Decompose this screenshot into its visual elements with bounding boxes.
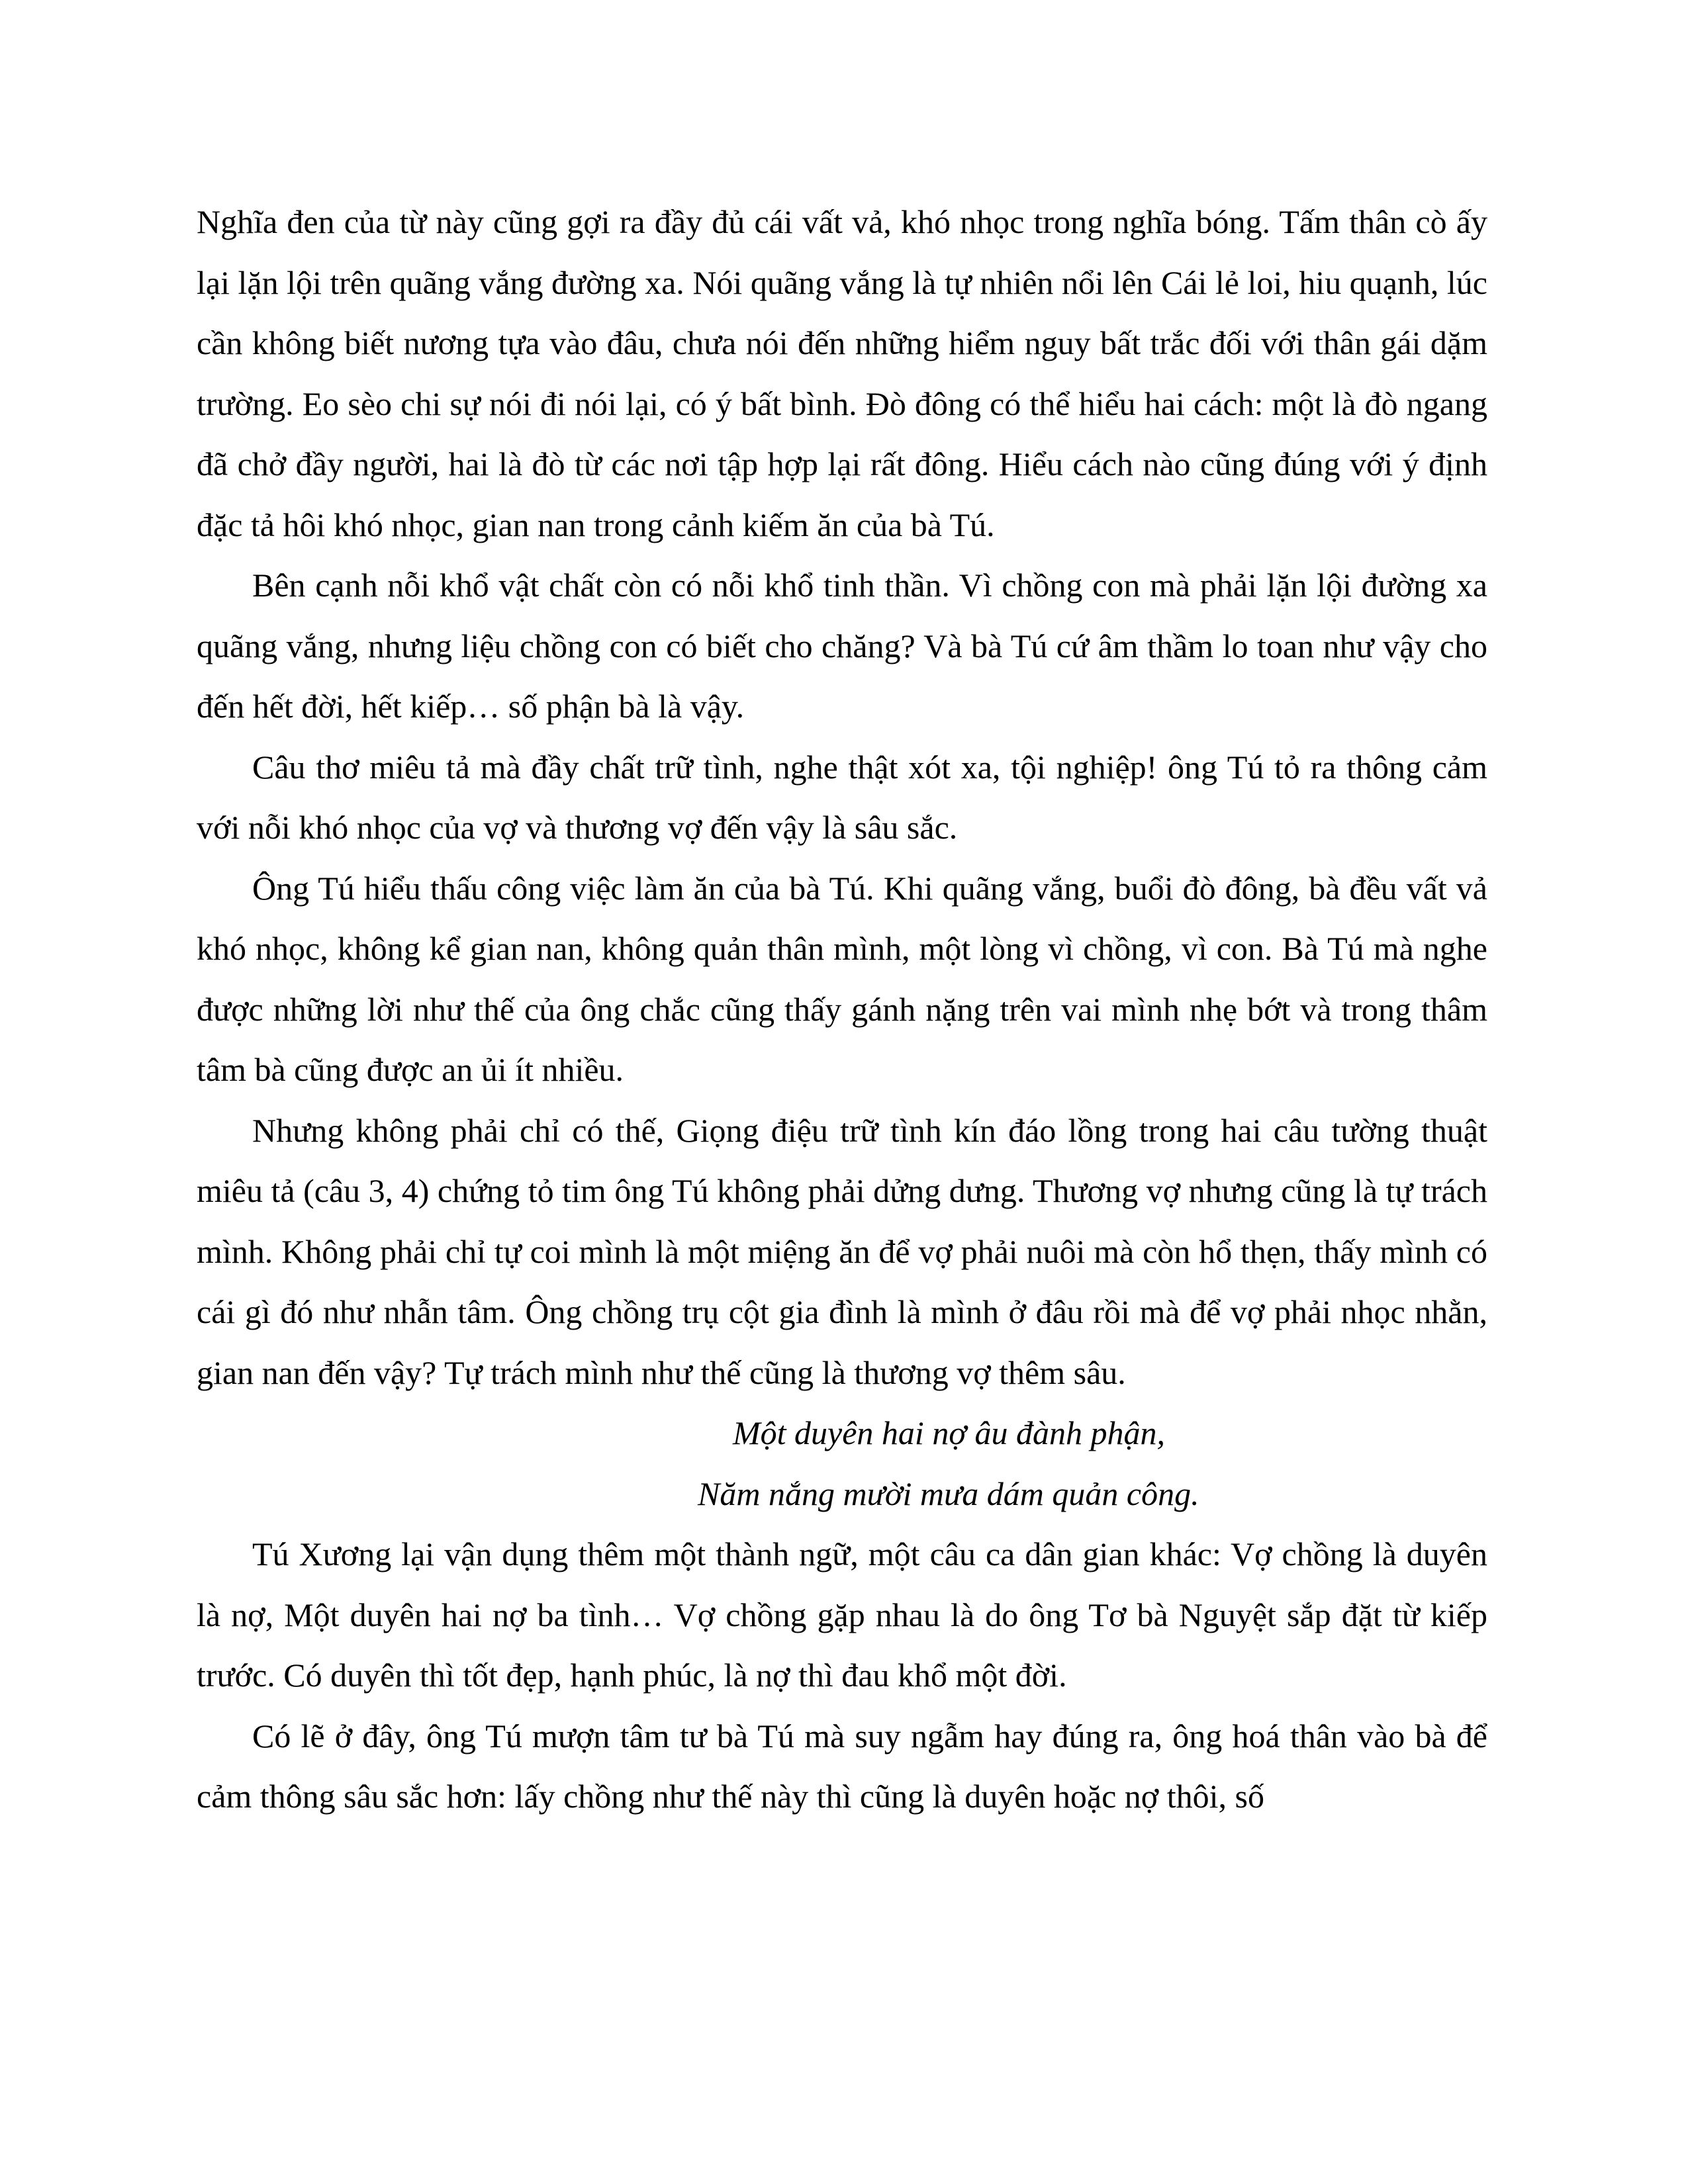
paragraph-3: Câu thơ miêu tả mà đầy chất trữ tình, nghe thật xót xa, tội nghiệp! ông Tú tỏ ra thông cảm với nỗi khó nhọc của vợ và thương vợ đến vậy là sâu sắc. bbox=[197, 748, 1487, 846]
poem-line-2: Năm nắng mười mưa dám quản công. bbox=[698, 1475, 1199, 1512]
paragraph-5: Nhưng không phải chỉ có thế, Giọng điệu trữ tình kín đáo lồng trong hai câu tường thuật miêu tả (câu 3, 4) chứng tỏ tim ông Tú không phải dửng dưng. Thương vợ nhưng cũng là tự trách mình. Không phải chỉ tự coi mình là một miệng ăn để vợ phải nuôi mà còn hổ thẹn, thấy mình có cái gì đó như nhẫn tâm. Ông chồng trụ cột gia đình là mình ở đâu rồi mà để vợ phải nhọc nhằn, gian nan đến vậy? Tự trách mình như thế cũng là thương vợ thêm sâu. bbox=[197, 1111, 1487, 1391]
document-page bbox=[197, 192, 1487, 1827]
paragraph-6: Tú Xương lại vận dụng thêm một thành ngữ, một câu ca dân gian khác: Vợ chồng là duyên là nợ, Một duyên hai nợ ba tình… Vợ chồng gặp nhau là do ông Tơ bà Nguyệt sắp đặt từ kiếp trước. Có duyên thì tốt đẹp, hạnh phúc, là nợ thì đau khổ một đời. bbox=[197, 1535, 1487, 1694]
paragraph-1: Nghĩa đen của từ này cũng gợi ra đầy đủ cái vất vả, khó nhọc trong nghĩa bóng. Tấm thân cò ấy lại lặn lội trên quãng vắng đường xa. Nói quãng vắng là tự nhiên nổi lên Cái lẻ loi, hiu quạnh, lúc cần không biết nương tựa vào đâu, chưa nói đến những hiểm nguy bất trắc đối với thân gái dặm trường. Eo sèo chi sự nói đi nói lại, có ý bất bình. Đò đông có thể hiểu hai cách: một là đò ngang đã chở đầy người, hai là đò từ các nơi tập hợp lại rất đông. Hiểu cách nào cũng đúng với ý định đặc tả hôi khó nhọc, gian nan trong cảnh kiếm ăn của bà Tú. bbox=[197, 203, 1487, 543]
paragraph-4: Ông Tú hiểu thấu công việc làm ăn của bà Tú. Khi quãng vắng, buổi đò đông, bà đều vất vả khó nhọc, không kể gian nan, không quản thân mình, một lòng vì chồng, vì con. Bà Tú mà nghe được những lời như thế của ông chắc cũng thấy gánh nặng trên vai mình nhẹ bớt và trong thâm tâm bà cũng được an ủi ít nhiều. bbox=[197, 869, 1487, 1088]
poem-line-1: Một duyên hai nợ âu đành phận, bbox=[733, 1414, 1166, 1451]
poem-quote bbox=[197, 1403, 1487, 1524]
paragraph-2: Bên cạnh nỗi khổ vật chất còn có nỗi khổ tinh thần. Vì chồng con mà phải lặn lội đường xa quãng vắng, nhưng liệu chồng con có biết cho chăng? Và bà Tú cứ âm thầm lo toan như vậy cho đến hết đời, hết kiếp… số phận bà là vậy. bbox=[197, 567, 1487, 725]
paragraph-7: Có lẽ ở đây, ông Tú mượn tâm tư bà Tú mà suy ngẫm hay đúng ra, ông hoá thân vào bà để cảm thông sâu sắc hơn: lấy chồng như thế này thì cũng là duyên hoặc nợ thôi, số bbox=[197, 1717, 1487, 1815]
